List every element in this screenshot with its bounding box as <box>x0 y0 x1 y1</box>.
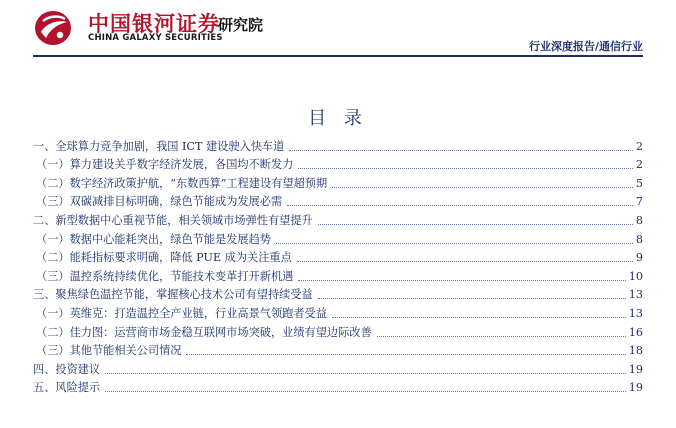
header-divider <box>33 55 643 57</box>
toc-entry-title[interactable]: （三）其他节能相关公司情况 <box>36 344 182 358</box>
toc-entry-title[interactable]: 二、新型数据中心重视节能，相关领域市场弹性有望提升 <box>33 213 313 227</box>
toc-page-number[interactable]: 13 <box>628 288 643 302</box>
china-galaxy-logo-icon <box>33 8 73 48</box>
toc-entry[interactable] <box>33 191 643 210</box>
toc-entry-title[interactable]: （一）英维克：打造温控全产业链，行业高景气领跑者受益 <box>36 306 327 320</box>
toc-page-number[interactable]: 7 <box>635 195 643 209</box>
toc-entry[interactable] <box>33 358 643 377</box>
toc-dot-leader <box>105 391 626 392</box>
toc-entry-title[interactable]: 一、全球算力竞争加剧，我国 ICT 建设驶入快车道 <box>33 139 285 153</box>
toc-page-number[interactable]: 19 <box>628 362 643 376</box>
toc-entry[interactable] <box>33 377 643 396</box>
toc-dot-leader <box>298 280 625 281</box>
toc-entry[interactable] <box>33 321 643 340</box>
toc-page-number[interactable]: 5 <box>635 176 643 190</box>
toc-entry[interactable] <box>33 302 643 321</box>
toc-entry-title[interactable]: （二）佳力图：运营商市场金稳互联网市场突破，业绩有望边际改善 <box>36 325 372 339</box>
toc-dot-leader <box>298 168 633 169</box>
toc-page-number[interactable]: 8 <box>635 232 643 246</box>
toc-entry[interactable] <box>33 247 643 266</box>
toc-entry-title[interactable]: （二）数字经济政策护航，“东数西算”工程建设有望超预期 <box>36 176 328 190</box>
report-header <box>0 0 676 62</box>
toc-dot-leader <box>332 317 626 318</box>
toc-dot-leader <box>105 373 626 374</box>
report-type-label: 行业深度报告/通信行业 <box>528 40 643 53</box>
brand-name-cn: 中国银河证券 <box>88 12 220 36</box>
toc-dot-leader <box>289 150 633 151</box>
toc-dot-leader <box>377 336 626 337</box>
toc-entry-title[interactable]: （一）数据中心能耗突出，绿色节能是发展趋势 <box>36 232 271 246</box>
toc-entry[interactable] <box>33 154 643 173</box>
toc-page-number[interactable]: 10 <box>628 269 643 283</box>
institute-label: 研究院 <box>218 16 264 34</box>
toc-dot-leader <box>287 205 633 206</box>
toc-entry-title[interactable]: （三）双碳减排目标明确，绿色节能成为发展必需 <box>36 195 283 209</box>
toc-entry[interactable] <box>33 209 643 228</box>
toc-dot-leader <box>332 187 633 188</box>
toc-entry[interactable] <box>33 340 643 359</box>
toc-dot-leader <box>318 224 633 225</box>
toc-entry-title[interactable]: 五、风险提示 <box>33 381 101 395</box>
toc-dot-leader <box>276 243 633 244</box>
toc-entry[interactable] <box>33 265 643 284</box>
toc-entry-title[interactable]: 三、聚焦绿色温控节能，掌握核心技术公司有望持续受益 <box>33 288 313 302</box>
toc-page-number[interactable]: 19 <box>628 381 643 395</box>
toc-entry-title[interactable]: （三）温控系统持续优化，节能技术变革打开新机遇 <box>36 269 294 283</box>
toc-page-number[interactable]: 16 <box>628 325 643 339</box>
toc-title: 目 录 <box>308 108 368 129</box>
toc-dot-leader <box>297 261 633 262</box>
toc-entry[interactable] <box>33 172 643 191</box>
toc-entry-title[interactable]: （一）算力建设关乎数字经济发展，各国均不断发力 <box>36 158 294 172</box>
table-of-contents <box>33 135 643 395</box>
brand-name-en: CHINA GALAXY SECURITIES <box>88 33 223 43</box>
toc-page-number[interactable]: 13 <box>628 306 643 320</box>
toc-page-number[interactable]: 18 <box>628 344 643 358</box>
toc-dot-leader <box>318 298 626 299</box>
toc-dot-leader <box>186 354 625 355</box>
toc-page-number[interactable]: 2 <box>635 139 643 153</box>
toc-entry[interactable] <box>33 284 643 303</box>
toc-page-number[interactable]: 8 <box>635 213 643 227</box>
toc-page-number[interactable]: 9 <box>635 251 643 265</box>
toc-entry-title[interactable]: 四、投资建议 <box>33 362 101 376</box>
toc-page-number[interactable]: 2 <box>635 158 643 172</box>
toc-entry[interactable] <box>33 228 643 247</box>
toc-entry[interactable] <box>33 135 643 154</box>
toc-entry-title[interactable]: （二）能耗指标要求明确，降低 PUE 成为关注重点 <box>36 251 292 265</box>
